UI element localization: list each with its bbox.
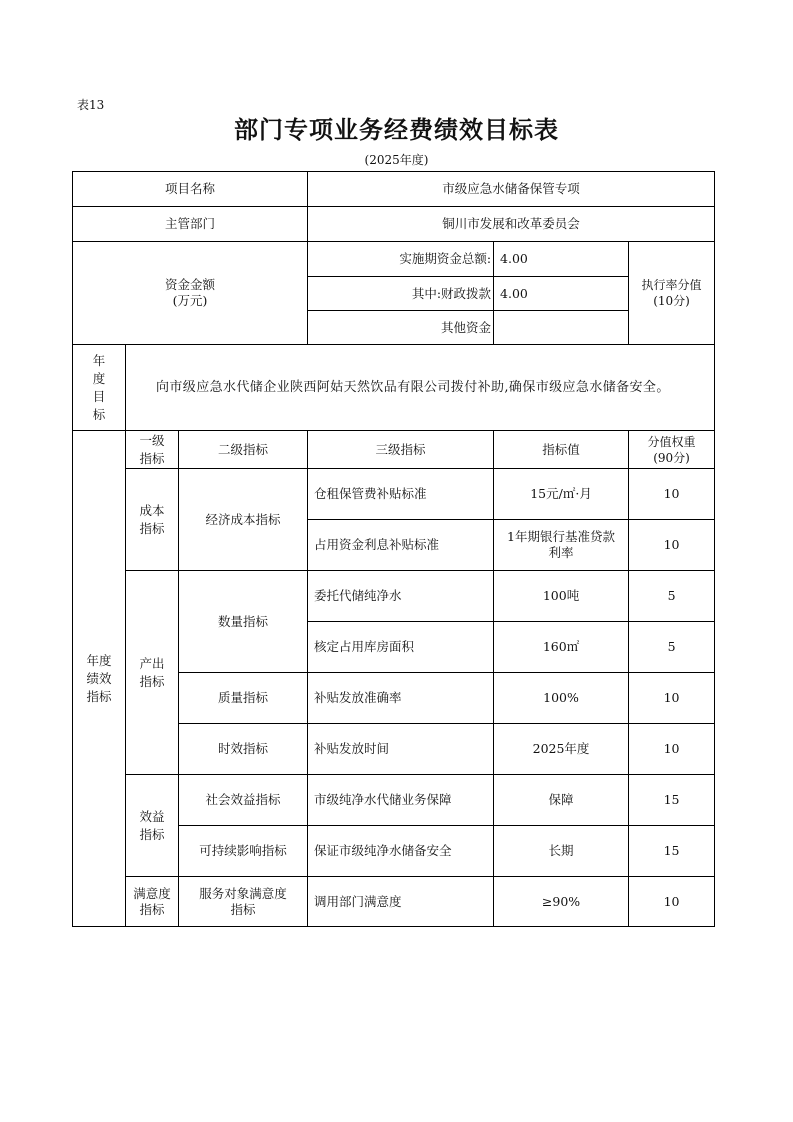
satisfaction-value: ≥90% [494, 877, 629, 927]
benefit-value: 长期 [494, 826, 629, 877]
execution-rate-line1: 执行率分值 [641, 278, 702, 292]
funds-other-value [494, 311, 629, 345]
department-row [73, 207, 715, 242]
table-row [73, 571, 715, 622]
funds-other-label: 其他资金 [308, 311, 494, 345]
fiscal-year: (2025年度) [364, 153, 429, 167]
funds-fiscal-label: 其中:财政拨款 [308, 277, 494, 311]
satisfaction-weight: 10 [629, 877, 715, 927]
project-name-label: 项目名称 [73, 172, 308, 207]
cost-weight: 10 [629, 520, 715, 571]
table-row [73, 877, 715, 927]
header-level1: 一级指标 [126, 431, 179, 469]
quantity-indicator: 数量指标 [179, 571, 308, 673]
timeliness-weight: 10 [629, 724, 715, 775]
project-name-row [73, 172, 715, 207]
funds-total-label: 实施期资金总额: [308, 242, 494, 277]
quality-value: 100% [494, 673, 629, 724]
table-row [73, 469, 715, 520]
funds-total-value: 4.00 [494, 242, 629, 277]
execution-rate-line2: (10分) [653, 294, 690, 308]
page-title: 部门专项业务经费绩效目标表 [234, 116, 559, 144]
performance-target-table [72, 171, 715, 927]
quantity-weight: 5 [629, 571, 715, 622]
quantity-value: 100吨 [494, 571, 629, 622]
indicator-header-row [73, 431, 715, 469]
quality-indicator: 质量指标 [179, 673, 308, 724]
department-label: 主管部门 [73, 207, 308, 242]
header-level3: 三级指标 [308, 431, 494, 469]
project-name-value: 市级应急水储备保管专项 [308, 172, 715, 207]
header-value: 指标值 [494, 431, 629, 469]
header-level2: 二级指标 [179, 431, 308, 469]
funds-label-line2: (万元) [172, 293, 208, 308]
satisfaction-level3: 调用部门满意度 [308, 877, 494, 927]
timeliness-value: 2025年度 [494, 724, 629, 775]
service-satisfaction-indicator: 服务对象满意度 指标 [179, 877, 308, 927]
annual-performance-indicators-label: 年度绩效指标 [73, 431, 126, 927]
benefit-indicator-label: 效益指标 [126, 775, 179, 877]
quantity-level3: 核定占用库房面积 [308, 622, 494, 673]
cost-indicator-label: 成本指标 [126, 469, 179, 571]
annual-goal-row [73, 345, 715, 431]
funds-label [73, 242, 308, 345]
benefit-weight: 15 [629, 826, 715, 877]
cost-level3: 仓租保管费补贴标准 [308, 469, 494, 520]
funds-label-line1: 资金金额 [165, 277, 216, 292]
department-value: 铜川市发展和改革委员会 [308, 207, 715, 242]
cost-value: 15元/㎡·月 [494, 469, 629, 520]
annual-goal-label: 年度目标 [73, 345, 126, 431]
output-indicator-label: 产出指标 [126, 571, 179, 775]
annual-goal-text: 向市级应急水代储企业陕西阿姑天然饮品有限公司拨付补助,确保市级应急水储备安全。 [126, 345, 715, 431]
quantity-weight: 5 [629, 622, 715, 673]
benefit-level3: 保证市级纯净水储备安全 [308, 826, 494, 877]
benefit-level3: 市级纯净水代储业务保障 [308, 775, 494, 826]
social-benefit-indicator: 社会效益指标 [179, 775, 308, 826]
quantity-level3: 委托代储纯净水 [308, 571, 494, 622]
quality-weight: 10 [629, 673, 715, 724]
header-weight: 分值权重 (90分) [629, 431, 715, 469]
benefit-value: 保障 [494, 775, 629, 826]
table-row [73, 775, 715, 826]
funds-total-row [73, 242, 715, 277]
cost-value: 1年期银行基准贷款 利率 [494, 520, 629, 571]
economic-cost-indicator: 经济成本指标 [179, 469, 308, 571]
table-number: 表13 [77, 98, 105, 112]
satisfaction-indicator-label: 满意度 指标 [126, 877, 179, 927]
timeliness-indicator: 时效指标 [179, 724, 308, 775]
benefit-weight: 15 [629, 775, 715, 826]
execution-rate-score [629, 242, 715, 345]
cost-level3: 占用资金利息补贴标准 [308, 520, 494, 571]
sustainable-impact-indicator: 可持续影响指标 [179, 826, 308, 877]
funds-fiscal-value: 4.00 [494, 277, 629, 311]
quality-level3: 补贴发放准确率 [308, 673, 494, 724]
timeliness-level3: 补贴发放时间 [308, 724, 494, 775]
quantity-value: 160㎡ [494, 622, 629, 673]
cost-weight: 10 [629, 469, 715, 520]
